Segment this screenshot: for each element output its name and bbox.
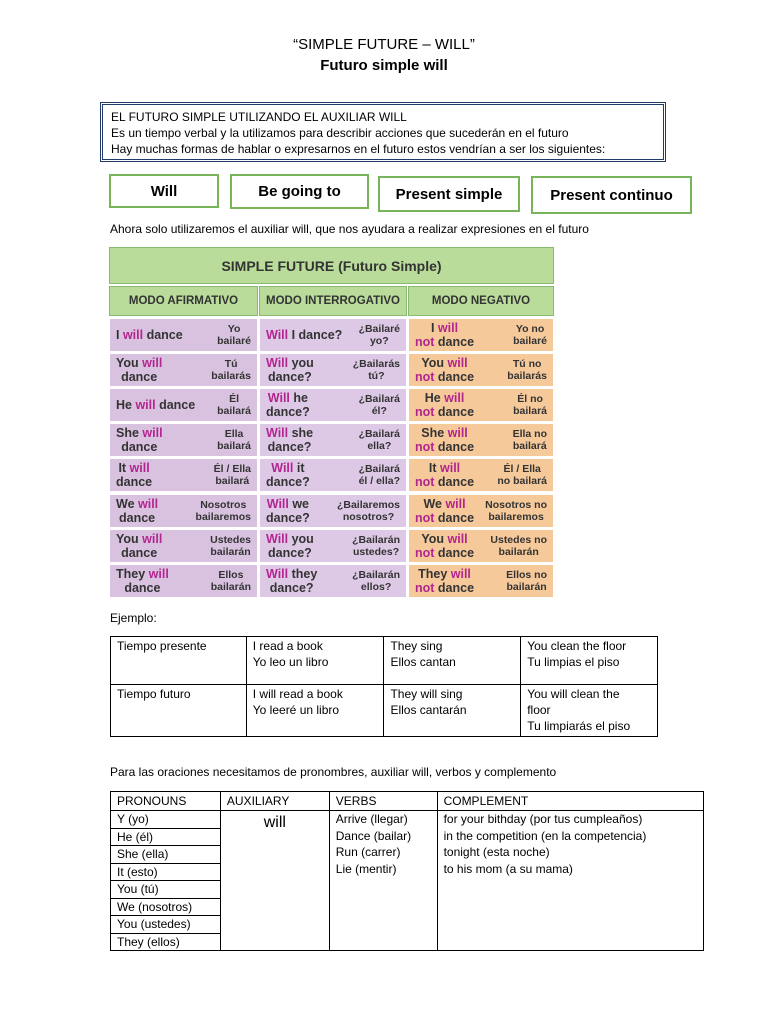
pronoun: We (nosotros) (111, 899, 220, 917)
chart-cell-interrogative (259, 458, 407, 492)
table-row (111, 811, 704, 951)
pronouns-cell (111, 811, 221, 951)
chart-spanish: Él / Ella bailará (213, 463, 251, 488)
verb: Run (carrer) (335, 845, 401, 859)
chart-english: He will dance (116, 398, 196, 413)
chart-cell-interrogative (259, 529, 407, 563)
chart-spanish: Tú no bailarás (507, 358, 547, 383)
auxiliary-cell: will (220, 811, 329, 951)
table-cell: I read a book Yo leo un libro (246, 637, 384, 685)
chart-cell-negative (408, 458, 554, 492)
chart-cell-negative (408, 423, 554, 457)
page-subtitle: Futuro simple will (320, 57, 448, 74)
col-negative: MODO NEGATIVO (408, 286, 554, 316)
chart-spanish: Ustedes no bailarán (490, 533, 547, 558)
chart-title: SIMPLE FUTURE (Futuro Simple) (109, 247, 554, 284)
chart-spanish: Ustedes bailarán (210, 533, 251, 558)
chart-spanish: ¿Bailaremos nosotros? (336, 498, 400, 523)
table-cell: Tiempo presente (111, 637, 247, 685)
pronoun: They (ellos) (117, 934, 180, 949)
chart-cell-affirmative (109, 529, 258, 563)
chart-cell-affirmative (109, 458, 258, 492)
table-cell: Tiempo futuro (111, 685, 247, 737)
pronoun: It (esto) (111, 864, 220, 882)
chart-english: Will it dance? (266, 461, 310, 490)
structure-note: Para las oraciones necesitamos de pronombres, auxiliar will, verbos y complemento (110, 765, 557, 779)
chart-english: You will dance (116, 356, 163, 385)
chart-spanish: Nosotros bailaremos (195, 498, 251, 523)
complement: tonight (esta noche) (443, 845, 550, 859)
chart-spanish: ¿Bailarán ellos? (352, 568, 400, 593)
verbs-cell (329, 811, 437, 951)
chart-english: Will he dance? (266, 391, 310, 420)
chart-cell-negative (408, 353, 554, 387)
table-row (111, 685, 658, 737)
header-complement: COMPLEMENT (437, 792, 703, 811)
chart-english: You will dance (116, 531, 163, 560)
col-interrogative: MODO INTERROGATIVO (259, 286, 407, 316)
intro-heading: EL FUTURO SIMPLE UTILIZANDO EL AUXILIAR WILL (111, 110, 407, 124)
table-header-row (111, 792, 704, 811)
chart-english: Will I dance? (266, 328, 343, 343)
chart-english: She will dance (116, 426, 163, 455)
chart-spanish: ¿Bailará él / ella? (358, 463, 400, 488)
verb: Arrive (llegar) (335, 812, 408, 826)
chart-spanish: Él / Ella no bailará (497, 463, 547, 488)
complement: for your bithday (por tus cumpleaños) (443, 812, 643, 826)
header-auxiliary: AUXILIARY (220, 792, 329, 811)
chart-cell-negative (408, 529, 554, 563)
chart-english: They will dance (116, 566, 169, 595)
chart-cell-affirmative (109, 423, 258, 457)
chart-cell-negative (408, 564, 554, 598)
pronoun: She (ella) (111, 846, 220, 864)
chart-cell-interrogative (259, 388, 407, 422)
intro-line-2: Hay muchas formas de hablar o expresarnos en el futuro estos vendrían a ser los siguientes: (111, 142, 606, 156)
chart-cell-interrogative (259, 564, 407, 598)
chart-cell-interrogative (259, 494, 407, 528)
chart-cell-negative (408, 388, 554, 422)
chart-cell-affirmative (109, 318, 258, 352)
chart-spanish: Yo bailaré (217, 323, 251, 348)
way-will: Will (109, 174, 219, 208)
chart-spanish: Yo no bailaré (513, 323, 547, 348)
chart-english: Will she dance? (266, 426, 314, 455)
chart-spanish: ¿Bailará él? (358, 393, 400, 418)
chart-english: Will they dance? (266, 566, 318, 595)
verb: Dance (bailar) (335, 828, 412, 843)
pronoun: You (ustedes) (111, 916, 220, 934)
chart-cell-interrogative (259, 318, 407, 352)
chart-english: Will you dance? (266, 356, 314, 385)
chart-spanish: Él bailará (217, 393, 251, 418)
chart-spanish: Ellos bailarán (210, 568, 251, 593)
chart-english: It will not dance (415, 461, 475, 490)
chart-english: Will you dance? (266, 531, 314, 560)
example-table (110, 636, 658, 737)
chart-cell-affirmative (109, 353, 258, 387)
verb: Lie (mentir) (335, 861, 397, 876)
table-cell: I will read a book Yo leeré un libro (246, 685, 384, 737)
table-cell: They sing Ellos cantan (384, 637, 521, 685)
example-label: Ejemplo: (110, 611, 157, 625)
chart-english: I will dance (116, 328, 183, 343)
intro-line-1: Es un tiempo verbal y la utilizamos para describir acciones que sucederán en el futuro (111, 126, 569, 140)
pronoun: Y (yo) (111, 811, 220, 829)
complement: in the competition (en la competencia) (443, 828, 647, 843)
structure-table (110, 791, 704, 951)
header-pronouns: PRONOUNS (111, 792, 221, 811)
chart-spanish: Tú bailarás (211, 358, 251, 383)
way-be-going-to: Be going to (230, 174, 369, 209)
pronoun: You (tú) (111, 881, 220, 899)
complement-cell (437, 811, 703, 951)
chart-spanish: ¿Bailaré yo? (358, 323, 400, 348)
chart-cell-negative (408, 318, 554, 352)
chart-english: You will not dance (415, 356, 475, 385)
way-present-continuo: Present continuo (531, 176, 692, 214)
way-present-simple: Present simple (378, 176, 520, 212)
chart-spanish: Él no bailará (513, 393, 547, 418)
table-cell: You clean the floor Tu limpias el piso (521, 637, 658, 685)
chart-english: She will not dance (415, 426, 475, 455)
chart-cell-affirmative (109, 564, 258, 598)
chart-english: He will not dance (415, 391, 475, 420)
chart-spanish: Ella bailará (217, 428, 251, 453)
chart-spanish: Ellos no bailarán (506, 568, 547, 593)
chart-spanish: ¿Bailará ella? (358, 428, 400, 453)
chart-cell-negative (408, 494, 554, 528)
complement: to his mom (a su mama) (443, 861, 573, 876)
col-affirmative: MODO AFIRMATIVO (109, 286, 258, 316)
intro-box (100, 102, 666, 162)
chart-spanish: ¿Bailarás tú? (352, 358, 400, 383)
header-verbs: VERBS (329, 792, 437, 811)
chart-english: You will not dance (415, 531, 475, 560)
table-cell: They will sing Ellos cantarán (384, 685, 521, 737)
table-cell: You will clean the floor Tu limpiarás el piso (521, 685, 658, 737)
chart-english: We will dance (116, 496, 159, 525)
chart-cell-interrogative (259, 353, 407, 387)
table-row (111, 637, 658, 685)
auxiliary-note: Ahora solo utilizaremos el auxiliar will, que nos ayudara a realizar expresiones en el futuro (110, 222, 589, 236)
chart-spanish: ¿Bailarán ustedes? (352, 533, 400, 558)
chart-english: I will not dance (415, 321, 475, 350)
chart-english: It will dance (116, 461, 153, 490)
page-title: “SIMPLE FUTURE – WILL” (293, 36, 475, 53)
chart-spanish: Ella no bailará (512, 428, 547, 453)
pronoun: He (él) (111, 829, 220, 847)
simple-future-chart (109, 247, 554, 599)
chart-cell-affirmative (109, 388, 258, 422)
chart-english: They will not dance (415, 566, 475, 595)
chart-english: We will not dance (415, 496, 475, 525)
chart-cell-affirmative (109, 494, 258, 528)
chart-spanish: Nosotros no bailaremos (485, 498, 547, 523)
chart-english: Will we dance? (266, 496, 310, 525)
chart-cell-interrogative (259, 423, 407, 457)
